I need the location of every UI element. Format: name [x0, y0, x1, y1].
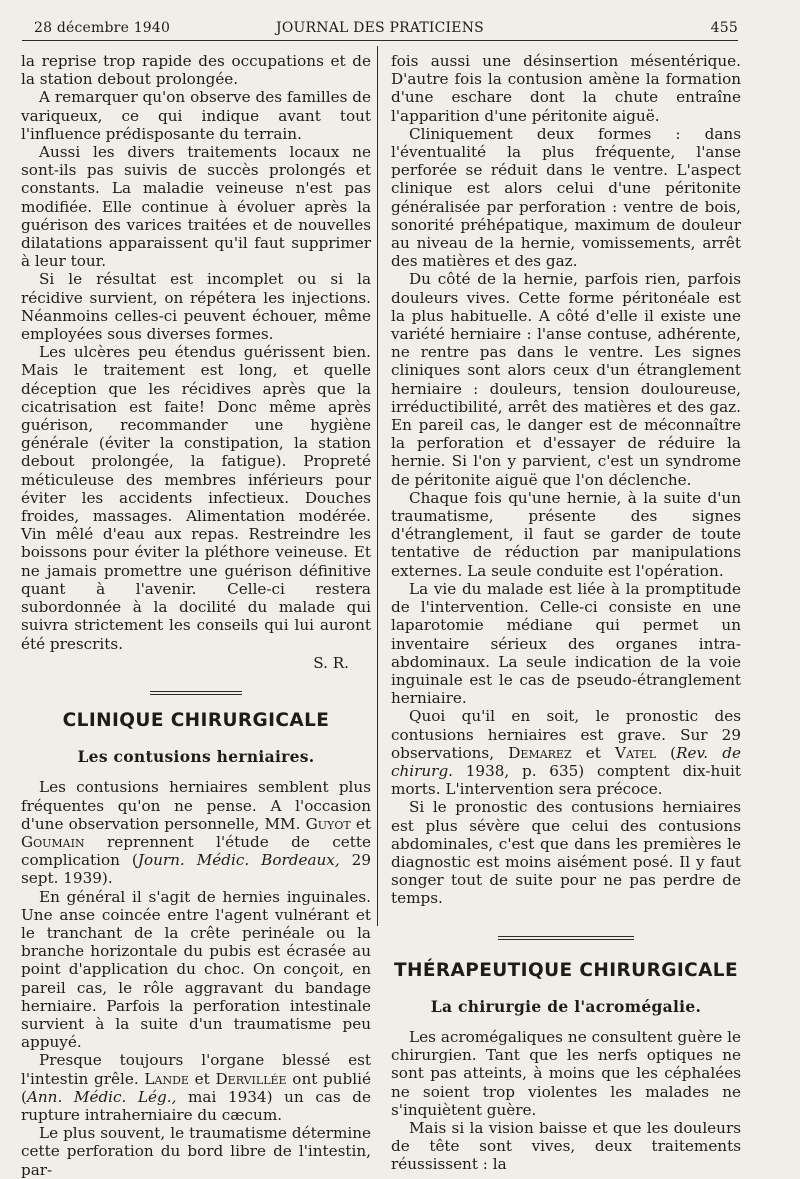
section-separator: [498, 936, 634, 940]
header-journal-title: JOURNAL DES PRATICIENS: [276, 20, 484, 36]
section-title: THÉRAPEUTIQUE CHIRURGICALE: [393, 959, 739, 981]
author-name: Lande: [144, 1069, 189, 1088]
right-column: [391, 52, 741, 1174]
paragraph: Le plus souvent, le traumatisme détermine cette perforation du bord libre de l'intestin, par-: [21, 1124, 371, 1179]
paragraph: En général il s'agit de hernies inguinales. Une anse coincée entre l'agent vulnérant et le tranchant de la crête perinéale ou la branche horizontale du pubis est écrasée au point d'application du choc. On conçoit, en pareil cas, le rôle aggravant du bandage herniaire. Parfois la perforation intestinale survient à la suite d'un traumatisme peu appuyé.: [21, 887, 371, 1052]
author-signature: S. R.: [313, 653, 349, 672]
paragraph: Si le résultat est incomplet ou si la récidive survient, on répétera les injections. Néanmoins celles-ci peuvent échouer, même employées sous diverses formes.: [21, 270, 371, 344]
paragraph: Les contusions herniaires semblent plus fréquentes qu'on ne pense. A l'occasion d'une observation personnelle, MM. Guyot et Goumain reprennent l'étude de cette complication (Journ. Médic. Bordeaux, 29 sept. 1939).: [21, 778, 372, 888]
header-page-number: 455: [710, 20, 738, 36]
paragraph: Mais si la vision baisse et que les douleurs de tête sont vives, deux traitements réussissent : la: [391, 1118, 741, 1174]
section-title: CLINIQUE CHIRURGICALE: [62, 709, 330, 731]
paragraph: Cliniquement deux formes : dans l'éventualité la plus fréquente, l'anse perforée se réduit dans le ventre. L'aspect clinique est alors celui d'une péritonite généralisée par perforation : ventre de bois, sonorité préhépatique, maximum de douleur au niveau de la hernie, vomissements, arrêt des matières et des gaz.: [391, 124, 741, 271]
paragraph: Quoi qu'il en soit, le pronostic des contusions herniaires est grave. Sur 29 observations, Demarez et Vatel (Rev. de chirurg. 1938, p. 635) comptent dix-huit morts. L'intervention sera précoce.: [391, 707, 741, 799]
author-name: Demarez: [508, 743, 572, 762]
author-name: Vatel: [615, 743, 656, 762]
citation: Journ. Médic. Bordeaux,: [137, 851, 340, 870]
article-title: Les contusions herniaires.: [77, 747, 315, 767]
column-divider: [377, 46, 378, 926]
header-date: 28 décembre 1940: [34, 20, 171, 36]
paragraph: La vie du malade est liée à la promptitude de l'intervention. Celle-ci consiste en une laparotomie médiane qui permet un inventaire sérieux des organes intra-abdominaux. La seule indication de la voie inguinale est le cas de pseudo-étranglement herniaire.: [391, 579, 741, 708]
author-name: Goumain: [21, 832, 85, 851]
article-title: La chirurgie de l'acromégalie.: [430, 996, 702, 1016]
paragraph: Chaque fois qu'une hernie, à la suite d'un traumatisme, présente des signes d'étranglement, il faut se garder de toute tentative de réduction par manipulations externes. La seule conduite est l'opération.: [391, 488, 741, 580]
paragraph: Aussi les divers traitements locaux ne sont-ils pas suivis de succès prolongés et constants. La maladie veineuse n'est pas modifiée. Elle continue à évoluer après la guérison des varices traitées et de nouvelles dilatations apparaissent qu'il faut supprimer à leur tour.: [21, 143, 371, 271]
paragraph: fois aussi une désinsertion mésentérique. D'autre fois la contusion amène la formation d'une eschare dont la chute entraîne l'apparition d'une péritonite aiguë.: [391, 52, 741, 125]
section-separator: [150, 691, 242, 695]
author-name: Guyot: [305, 814, 351, 833]
author-name: Dervillée: [215, 1069, 287, 1088]
paragraph: Du côté de la hernie, parfois rien, parfois douleurs vives. Cette forme péritonéale est la plus habituelle. A côté d'elle il existe une variété herniaire : l'anse contuse, adhérente, ne rentre pas dans le ventre. Les signes cliniques sont alors ceux d'un étranglement herniaire : douleurs, tension douloureuse, irréductibilité, arrêt des matières et des gaz. En pareil cas, le danger est de méconnaître la perforation et d'essayer de réduire la hernie. Si l'on y parvient, c'est un syndrome de péritonite aiguë que l'on déclenche.: [391, 270, 741, 489]
page-header: [22, 18, 738, 41]
paragraph: A remarquer qu'on observe des familles de variqueux, ce qui indique avant tout l'influence prédisposante du terrain.: [21, 88, 371, 143]
paragraph: Presque toujours l'organe blessé est l'intestin grêle. Lande et Dervillée ont publié (Ann. Médic. Lég., mai 1934) un cas de rupture intraherniaire du cæcum.: [21, 1051, 371, 1124]
citation: Ann. Médic. Lég.,: [26, 1087, 177, 1106]
paragraph: Si le pronostic des contusions herniaires est plus sévère que celui des contusions abdominales, c'est que dans les premières le diagnostic est moins aisément posé. Il y faut songer tout de suite pour ne pas perdre de temps.: [391, 798, 741, 908]
paragraph: Les acromégaliques ne consultent guère le chirurgien. Tant que les nerfs optiques ne sont pas atteints, à moins que les céphalées ne soient trop violentes les malades ne s'inquiètent guère.: [391, 1027, 741, 1119]
paragraph: Les ulcères peu étendus guérissent bien. Mais le traitement est long, et quelle déception que les récidives après que la cicatrisation est faite! Donc même après guérison, recommander une hygiène générale (éviter la constipation, la station debout prolongée, la fatigue). Propreté méticuleuse des membres inférieurs pour éviter les accidents infectieux. Douches froides, massages. Alimentation modérée. Vin mêlé d'eau aux repas. Restreindre les boissons pour éviter la pléthore veineuse. Et ne jamais promettre une guérison définitive quant à l'avenir. Celle-ci restera subordonnée à la docilité du malade qui suivra strictement les conseils qui lui auront été prescrits.: [21, 343, 371, 653]
citation: Rev. de chirurg.: [391, 743, 741, 780]
left-column: [21, 52, 371, 1179]
paragraph: la reprise trop rapide des occupations et de la station debout prolongée.: [21, 52, 371, 89]
